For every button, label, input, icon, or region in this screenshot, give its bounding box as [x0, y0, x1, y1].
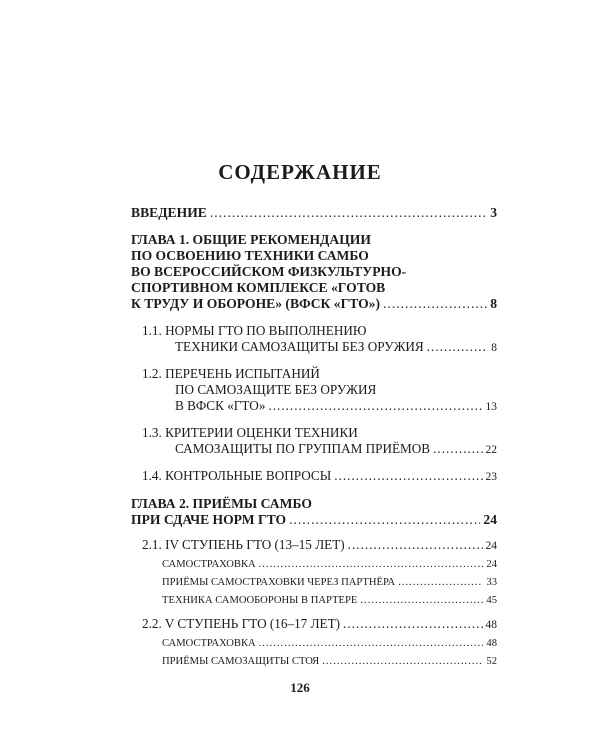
dot-leader: [289, 512, 480, 528]
toc-entry-title: 2.2. V СТУПЕНЬ ГТО (16–17 ЛЕТ): [142, 616, 341, 631]
dot-leader: [383, 296, 487, 312]
page-number: 126: [290, 680, 310, 695]
dot-leader: [398, 576, 483, 590]
dot-leader: [334, 468, 482, 484]
dot-leader: [259, 637, 484, 651]
toc-entry-title: 2.1. IV СТУПЕНЬ ГТО (13–15 ЛЕТ): [142, 537, 345, 552]
toc-entry-title: ВВЕДЕНИЕ: [131, 205, 207, 220]
dot-leader: [210, 205, 487, 221]
toc-page-number: 45: [486, 595, 497, 606]
toc-entry-chapter-1[interactable]: [131, 232, 497, 312]
page-title: СОДЕРЖАНИЕ: [218, 160, 382, 184]
table-of-contents: [131, 205, 497, 669]
toc-entry-title: САМОСТРАХОВКА: [162, 559, 256, 570]
dot-leader: [427, 339, 489, 355]
toc-entry-title: ГЛАВА 1. ОБЩИЕ РЕКОМЕНДАЦИИ: [131, 232, 371, 247]
toc-page-number: 24: [485, 540, 497, 552]
toc-entry-title: 1.2. ПЕРЕЧЕНЬ ИСПЫТАНИЙ: [142, 366, 320, 381]
toc-entry-title-cont: В ВФСК «ГТО»: [175, 398, 266, 413]
toc-entry-section-2-2[interactable]: [131, 616, 497, 633]
toc-entry-section-1-2[interactable]: [131, 366, 497, 415]
toc-page-number: 23: [485, 471, 497, 483]
toc-entry-title-cont: ПО САМОЗАЩИТЕ БЕЗ ОРУЖИЯ: [175, 382, 377, 397]
dot-leader: [322, 655, 483, 669]
toc-entry-section-1-4[interactable]: [131, 468, 497, 485]
toc-entry-title: САМОСТРАХОВКА: [162, 638, 256, 649]
toc-page-number: 8: [491, 342, 497, 354]
toc-page-number: 22: [485, 444, 497, 456]
toc-entry-title: ПРИЁМЫ САМОЗАЩИТЫ СТОЯ: [162, 656, 320, 667]
toc-entry-title: ПРИЁМЫ САМОСТРАХОВКИ ЧЕРЕЗ ПАРТНЁРА: [162, 577, 396, 588]
toc-entry-title: ГЛАВА 2. ПРИЁМЫ САМБО: [131, 496, 312, 511]
toc-entry-title: 1.4. КОНТРОЛЬНЫЕ ВОПРОСЫ: [142, 468, 332, 483]
toc-entry-title: 1.1. НОРМЫ ГТО ПО ВЫПОЛНЕНИЮ: [142, 323, 367, 338]
toc-entry-section-2-1[interactable]: [131, 537, 497, 554]
toc-entry-subsection[interactable]: [131, 558, 497, 572]
toc-page-number: 33: [486, 577, 497, 588]
toc-entry-section-1-1[interactable]: [131, 323, 497, 356]
toc-entry-title: ТЕХНИКА САМООБОРОНЫ В ПАРТЕРЕ: [162, 595, 358, 606]
dot-leader: [259, 558, 484, 572]
toc-entry-title-cont: ПО ОСВОЕНИЮ ТЕХНИКИ САМБО: [131, 248, 369, 263]
toc-entry-chapter-2[interactable]: [131, 496, 497, 528]
toc-entry-title-cont: САМОЗАЩИТЫ ПО ГРУППАМ ПРИЁМОВ: [175, 441, 431, 456]
toc-entry-title-cont: ТЕХНИКИ САМОЗАЩИТЫ БЕЗ ОРУЖИЯ: [175, 339, 424, 354]
toc-entry-introduction[interactable]: [131, 205, 497, 221]
toc-entry-title: 1.3. КРИТЕРИИ ОЦЕНКИ ТЕХНИКИ: [142, 425, 358, 440]
toc-entry-subsection[interactable]: [131, 594, 497, 608]
toc-entry-subsection[interactable]: [131, 576, 497, 590]
dot-leader: [348, 537, 483, 553]
dot-leader: [268, 398, 482, 414]
toc-page-number: 13: [485, 401, 497, 413]
toc-entry-title-cont: ПРИ СДАЧЕ НОРМ ГТО: [131, 512, 287, 527]
toc-entry-subsection[interactable]: [131, 655, 497, 669]
toc-entry-title-cont: ВО ВСЕРОССИЙСКОМ ФИЗКУЛЬТУРНО-: [131, 264, 407, 279]
toc-entry-title-cont: К ТРУДУ И ОБОРОНЕ» (ВФСК «ГТО»): [131, 296, 381, 311]
toc-page-number: 52: [486, 656, 497, 667]
toc-entry-title-cont: СПОРТИВНОМ КОМПЛЕКСЕ «ГОТОВ: [131, 280, 386, 295]
toc-entry-section-1-3[interactable]: [131, 425, 497, 458]
dot-leader: [343, 616, 482, 632]
dot-leader: [360, 594, 483, 608]
toc-page-number: 24: [483, 512, 497, 527]
toc-page-number: 48: [485, 619, 497, 631]
toc-page-number: 3: [490, 205, 497, 220]
toc-page-number: 8: [490, 296, 497, 311]
dot-leader: [433, 441, 482, 457]
toc-page-number: 24: [486, 559, 497, 570]
toc-entry-subsection[interactable]: [131, 637, 497, 651]
toc-page-number: 48: [486, 638, 497, 649]
